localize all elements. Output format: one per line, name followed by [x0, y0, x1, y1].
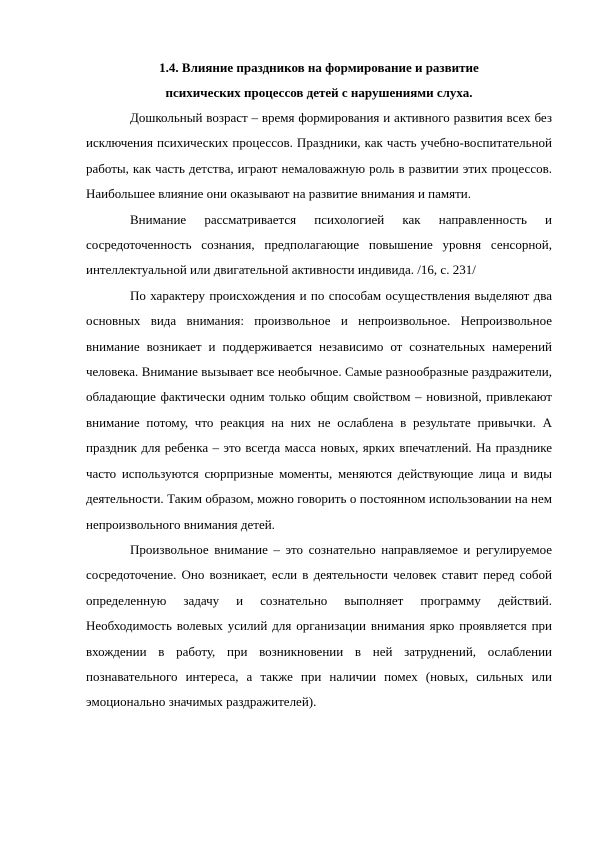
section-heading — [86, 55, 552, 105]
paragraph-involuntary-attention: По характеру происхождения и по способам осуществления выделяют два основных вида внимания: произвольное и непроизвольное. Непроизвольное внимание возникает и поддерживается независимо от сознательных намерений человека. Внимание вызывает все необычное. Самые разнообразные раздражители, обладающие фактически одним только общим свойством – новизной, привлекают внимание потому, что реакция на них не ослаблена в результате привычки. А праздник для ребенка – это всегда масса новых, ярких впечатлений. На празднике часто используются сюрпризные моменты, меняются действующие лица и виды деятельности. Таким образом, можно говорить о постоянном использовании на нем непроизвольного внимания детей. — [86, 287, 552, 532]
page-content — [86, 55, 552, 715]
paragraph-voluntary-attention: Произвольное внимание – это сознательно направляемое и регулируемое сосредоточение. Оно возникает, если в деятельности человек ставит перед собой определенную задачу и сознательно выполняет программу действий. Необходимость волевых усилий для организации внимания ярко проявляется при вхождении в работу, при возникновении в ней затруднений, ослаблении познавательного интереса, а также при наличии помех (новых, сильных или эмоционально значимых раздражителей). — [86, 541, 552, 710]
section-heading-line-1: 1.4. Влияние праздников на формирование и развитие — [159, 60, 479, 75]
paragraph-attention-definition: Внимание рассматривается психологией как направленность и сосредоточенность сознания, предполагающие повышение уровня сенсорной, интеллектуальной или двигательной активности индивида. /16, с. 231/ — [86, 211, 552, 278]
paragraph-preschool-age: Дошкольный возраст – время формирования и активного развития всех без исключения психических процессов. Праздники, как часть учебно-воспитательной работы, как часть детства, играют немаловажную роль в развитии этих процессов. Наибольшее влияние они оказывают на развитие внимания и памяти. — [86, 110, 552, 202]
section-heading-line-2: психических процессов детей с нарушениями слуха. — [165, 85, 473, 100]
